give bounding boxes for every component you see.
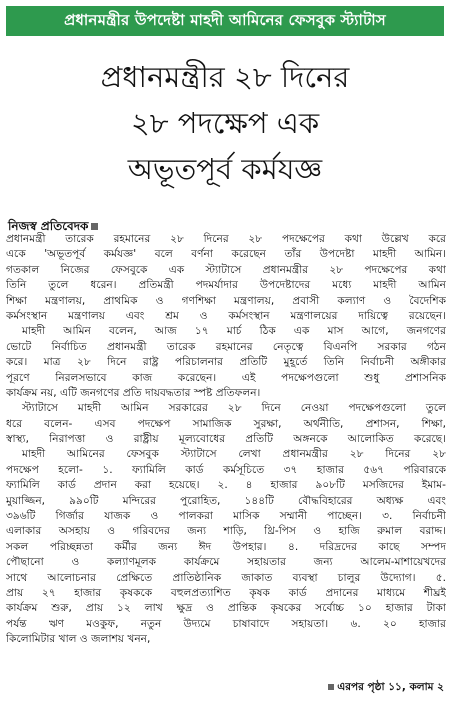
body-line: কিলোমিটার খাল ও জলাশয় খনন, xyxy=(6,633,151,646)
body-line: মাহদী আমিন বলেন, আজ ১৭ মার্চ ঠিক এক মাস আগে, জনগণের xyxy=(22,325,446,338)
body-line: ৩৯৬টি গির্জার যাজক ও পালকরা মাসিক সম্মানী পাচ্ছেন। ৩. নির্বাচনী xyxy=(6,510,446,523)
body-line: প্রধানমন্ত্রী তারেক রহমানের ২৮ দিনের ২৮ পদক্ষেপের কথা উল্লেখ করে xyxy=(6,233,446,245)
body-line: মুয়াজ্জিন, ৯৯০টি মন্দিরের পুরোহিত, ১৪৪টি বৌদ্ধবিহারের অধ্যক্ষ এবং xyxy=(6,494,446,507)
body-line: ফ্যামিলি কার্ড প্রদান করা হয়েছে। ২. ৪ হাজার ৯০৮টি মসজিদের ইমাম- xyxy=(6,479,446,492)
body-line: ভোটে নির্বাচিত প্রধানমন্ত্রী তারেক রহমানের নেতৃত্বে বিএনপি সরকার গঠন xyxy=(6,340,446,353)
byline-text: নিজস্ব প্রতিবেদক xyxy=(8,219,89,233)
body-line: কার্যক্রম শুরু, প্রায় ১২ লাখ ক্ষুদ্র ও প্রান্তিক কৃষকের সর্বোচ্চ ১০ হাজার টাকা xyxy=(6,602,446,615)
body-line: এলাকার অসহায় ও গরিবদের জন্য শাড়ি, থ্রি-পিস ও হাজি রুমাল বরাদ্দ। xyxy=(6,525,446,538)
body-line: পদক্ষেপ হলো- ১. ফ্যামিলি কার্ড কর্মসূচিতে ৩৭ হাজার ৫৬৭ পরিবারকে xyxy=(6,463,446,476)
headline-line: ২৮ পদক্ষেপ এক xyxy=(130,106,320,140)
body-line: স্বাস্থ্য, নিরাপত্তা ও রাষ্ট্রীয় মূল্যবোধের প্রতিটি অঙ্গনকে আলোকিত করেছে। xyxy=(6,433,446,446)
kicker-banner xyxy=(6,6,444,36)
body-line: স্ট্যাটাসে মাহদী আমিন সরকারের ২৮ দিনে নেওয়া পদক্ষেপগুলো তুলে xyxy=(22,402,446,415)
body-line: পূরণে নিরলসভাবে কাজ করেছেন। এই পদক্ষেপগুলো শুধু প্রশাসনিক xyxy=(6,371,446,384)
square-bullet-icon xyxy=(91,223,98,230)
body-line: তিনি তুলে ধরেন। প্রতিমন্ত্রী পদমর্যাদার উপদেষ্টাদের মধ্যে মাহদী আমিন xyxy=(6,279,446,292)
headline-line: অভূতপূর্ব কর্মযজ্ঞ xyxy=(127,152,323,186)
body-line: করে। মাত্র ২৮ দিনে রাষ্ট্র পরিচালনার প্রতিটি মুহূর্তে তিনি নির্বাচনী অঙ্গীকার xyxy=(6,356,446,369)
body-line: গতকাল নিজের ফেসবুকে এক স্ট্যাটাসে প্রধানমন্ত্রীর ২৮ পদক্ষেপের কথা xyxy=(6,263,446,276)
body-line: একে 'অভূতপূর্ব কর্মযজ্ঞ' বলে বর্ণনা করেছেন তাঁর উপদেষ্টা মাহদী আমিন। xyxy=(6,248,446,261)
square-bullet-icon xyxy=(328,684,334,690)
kicker-text: প্রধানমন্ত্রীর উপদেষ্টা মাহদী আমিনের ফেসবুক স্ট্যাটাস xyxy=(64,10,386,29)
body-line: সাথে আলোচনার প্রেক্ষিতে প্রাতিষ্ঠানিক জাকাত ব্যবস্থা চালুর উদ্যোগ। ৫. xyxy=(6,571,446,584)
body-line: মাহদী আমিনের ফেসবুক স্ট্যাটাসে লেখা প্রধানমন্ত্রীর ২৮ দিনের ২৮ xyxy=(22,448,446,461)
body-line: কর্মসংস্থান মন্ত্রণালয় এবং শ্রম ও কর্মসংস্থান মন্ত্রণালয়ের দায়িত্বে রয়েছেন। xyxy=(6,309,446,322)
body-line: পর্যন্ত ঋণ মওকুফ, নতুন উদ্যমে চাষাবাদে সহায়তা। ৬. ২০ হাজার xyxy=(6,617,446,630)
headline-line: প্রধানমন্ত্রীর ২৮ দিনের xyxy=(100,60,350,94)
continuation-text: এরপর পৃষ্ঠা ১১, কলাম ২ xyxy=(337,681,444,693)
body-line: পৌছানো ও কল্যাণমূলক কার্যক্রমে সহায়তার জন্য আলেম-মাশায়েখদের xyxy=(6,556,446,569)
body-line: ধরে বলেন- এসব পদক্ষেপ সামাজিক সুরক্ষা, অর্থনীতি, প্রশাসন, শিক্ষা, xyxy=(6,417,446,430)
body-line: শিক্ষা মন্ত্রণালয়, প্রাথমিক ও গণশিক্ষা মন্ত্রণালয়, প্রবাসী কল্যাণ ও বৈদেশিক xyxy=(6,294,446,307)
body-line: কার্যক্রম নয়, এটি জনগণের প্রতি দায়বদ্ধতার স্পষ্ট প্রতিফলন। xyxy=(6,386,261,399)
article-body xyxy=(6,232,446,648)
body-line: প্রায় ২৭ হাজার কৃষককে বহুলপ্রত্যাশিত কৃষক কার্ড প্রদানের মাধ্যমে শীঘ্রই xyxy=(6,586,446,599)
body-line: সকল পরিচ্ছন্নতা কর্মীর জন্য ঈদ উপহার। ৪. দরিদ্রদের কাছে সম্পদ xyxy=(6,540,446,553)
headline xyxy=(10,54,440,192)
continuation-note xyxy=(328,680,444,697)
